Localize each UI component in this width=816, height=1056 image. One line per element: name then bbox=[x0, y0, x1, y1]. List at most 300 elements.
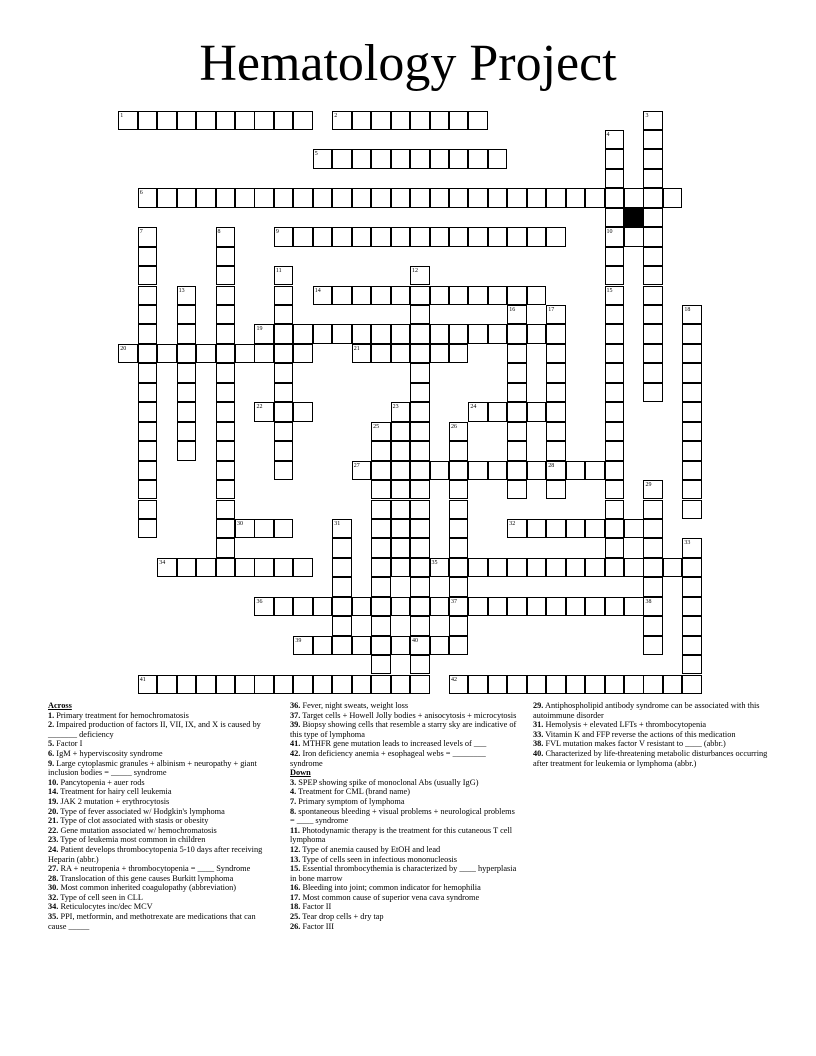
grid-cell[interactable] bbox=[371, 480, 391, 499]
grid-cell[interactable] bbox=[682, 675, 702, 694]
grid-cell[interactable] bbox=[118, 111, 138, 130]
grid-cell[interactable] bbox=[643, 675, 663, 694]
grid-cell[interactable] bbox=[643, 636, 663, 655]
grid-cell[interactable] bbox=[507, 227, 527, 246]
grid-cell[interactable] bbox=[643, 286, 663, 305]
grid-cell[interactable] bbox=[488, 558, 508, 577]
grid-cell[interactable] bbox=[643, 188, 663, 207]
grid-cell[interactable] bbox=[216, 363, 236, 382]
grid-cell[interactable] bbox=[391, 538, 411, 557]
grid-cell[interactable] bbox=[430, 324, 450, 343]
grid-cell[interactable] bbox=[449, 538, 469, 557]
grid-cell[interactable] bbox=[138, 422, 158, 441]
grid-cell[interactable] bbox=[527, 461, 547, 480]
grid-cell[interactable] bbox=[507, 324, 527, 343]
grid-cell[interactable] bbox=[196, 344, 216, 363]
grid-cell[interactable] bbox=[235, 111, 255, 130]
grid-cell[interactable] bbox=[138, 363, 158, 382]
grid-cell[interactable] bbox=[352, 286, 372, 305]
grid-cell[interactable] bbox=[293, 344, 313, 363]
grid-cell[interactable] bbox=[332, 111, 352, 130]
grid-cell[interactable] bbox=[410, 636, 430, 655]
grid-cell[interactable] bbox=[663, 188, 683, 207]
grid-cell[interactable] bbox=[157, 188, 177, 207]
grid-cell[interactable] bbox=[391, 500, 411, 519]
grid-cell[interactable] bbox=[410, 324, 430, 343]
grid-cell[interactable] bbox=[624, 227, 644, 246]
grid-cell[interactable] bbox=[449, 558, 469, 577]
grid-cell[interactable] bbox=[274, 675, 294, 694]
grid-cell[interactable] bbox=[605, 675, 625, 694]
grid-cell[interactable] bbox=[682, 461, 702, 480]
grid-cell[interactable] bbox=[605, 480, 625, 499]
grid-cell[interactable] bbox=[410, 344, 430, 363]
grid-cell[interactable] bbox=[507, 305, 527, 324]
grid-cell[interactable] bbox=[216, 227, 236, 246]
grid-cell[interactable] bbox=[332, 538, 352, 557]
grid-cell[interactable] bbox=[410, 655, 430, 674]
grid-cell[interactable] bbox=[332, 675, 352, 694]
grid-cell[interactable] bbox=[138, 188, 158, 207]
grid-cell[interactable] bbox=[410, 577, 430, 596]
grid-cell[interactable] bbox=[371, 149, 391, 168]
grid-cell[interactable] bbox=[643, 324, 663, 343]
grid-cell[interactable] bbox=[643, 558, 663, 577]
grid-cell[interactable] bbox=[274, 344, 294, 363]
grid-cell[interactable] bbox=[293, 324, 313, 343]
grid-cell[interactable] bbox=[410, 227, 430, 246]
grid-cell[interactable] bbox=[216, 441, 236, 460]
grid-cell[interactable] bbox=[605, 188, 625, 207]
grid-cell[interactable] bbox=[352, 149, 372, 168]
grid-cell[interactable] bbox=[235, 558, 255, 577]
grid-cell[interactable] bbox=[352, 597, 372, 616]
grid-cell[interactable] bbox=[430, 597, 450, 616]
grid-cell[interactable] bbox=[216, 461, 236, 480]
grid-cell[interactable] bbox=[177, 111, 197, 130]
grid-cell[interactable] bbox=[643, 577, 663, 596]
grid-cell[interactable] bbox=[293, 558, 313, 577]
grid-cell[interactable] bbox=[682, 324, 702, 343]
grid-cell[interactable] bbox=[274, 227, 294, 246]
grid-cell[interactable] bbox=[274, 441, 294, 460]
grid-cell[interactable] bbox=[216, 558, 236, 577]
grid-cell[interactable] bbox=[235, 675, 255, 694]
grid-cell[interactable] bbox=[332, 636, 352, 655]
grid-cell[interactable] bbox=[254, 188, 274, 207]
grid-cell[interactable] bbox=[177, 441, 197, 460]
grid-cell[interactable] bbox=[196, 675, 216, 694]
grid-cell[interactable] bbox=[254, 558, 274, 577]
grid-cell[interactable] bbox=[235, 188, 255, 207]
grid-cell[interactable] bbox=[293, 675, 313, 694]
grid-cell[interactable] bbox=[332, 597, 352, 616]
grid-cell[interactable] bbox=[468, 675, 488, 694]
grid-cell[interactable] bbox=[546, 675, 566, 694]
grid-cell[interactable] bbox=[507, 286, 527, 305]
grid-cell[interactable] bbox=[643, 616, 663, 635]
grid-cell[interactable] bbox=[546, 441, 566, 460]
grid-cell[interactable] bbox=[352, 636, 372, 655]
grid-cell[interactable] bbox=[605, 363, 625, 382]
grid-cell[interactable] bbox=[527, 286, 547, 305]
grid-cell[interactable] bbox=[332, 558, 352, 577]
grid-cell[interactable] bbox=[391, 558, 411, 577]
grid-cell[interactable] bbox=[546, 480, 566, 499]
grid-cell[interactable] bbox=[410, 441, 430, 460]
grid-cell[interactable] bbox=[293, 402, 313, 421]
grid-cell[interactable] bbox=[566, 675, 586, 694]
grid-cell[interactable] bbox=[488, 597, 508, 616]
grid-cell[interactable] bbox=[585, 188, 605, 207]
grid-cell[interactable] bbox=[391, 227, 411, 246]
grid-cell[interactable] bbox=[313, 597, 333, 616]
grid-cell[interactable] bbox=[585, 675, 605, 694]
grid-cell[interactable] bbox=[449, 324, 469, 343]
grid-cell[interactable] bbox=[157, 111, 177, 130]
grid-cell[interactable] bbox=[138, 500, 158, 519]
grid-cell[interactable] bbox=[468, 461, 488, 480]
grid-cell[interactable] bbox=[371, 655, 391, 674]
grid-cell[interactable] bbox=[605, 441, 625, 460]
grid-cell[interactable] bbox=[605, 266, 625, 285]
grid-cell[interactable] bbox=[643, 480, 663, 499]
grid-cell[interactable] bbox=[643, 597, 663, 616]
grid-cell[interactable] bbox=[527, 324, 547, 343]
grid-cell[interactable] bbox=[274, 286, 294, 305]
grid-cell[interactable] bbox=[605, 208, 625, 227]
grid-cell[interactable] bbox=[527, 227, 547, 246]
grid-cell[interactable] bbox=[682, 383, 702, 402]
grid-cell[interactable] bbox=[254, 324, 274, 343]
grid-cell[interactable] bbox=[527, 675, 547, 694]
grid-cell[interactable] bbox=[430, 344, 450, 363]
grid-cell[interactable] bbox=[449, 286, 469, 305]
grid-cell[interactable] bbox=[391, 402, 411, 421]
grid-cell[interactable] bbox=[507, 363, 527, 382]
grid-cell[interactable] bbox=[605, 305, 625, 324]
grid-cell[interactable] bbox=[643, 208, 663, 227]
grid-cell[interactable] bbox=[293, 227, 313, 246]
grid-cell[interactable] bbox=[177, 188, 197, 207]
grid-cell[interactable] bbox=[605, 461, 625, 480]
grid-cell[interactable] bbox=[605, 149, 625, 168]
grid-cell[interactable] bbox=[468, 402, 488, 421]
grid-cell[interactable] bbox=[371, 558, 391, 577]
grid-cell[interactable] bbox=[391, 111, 411, 130]
grid-cell[interactable] bbox=[410, 149, 430, 168]
grid-cell[interactable] bbox=[177, 558, 197, 577]
grid-cell[interactable] bbox=[274, 461, 294, 480]
grid-cell[interactable] bbox=[138, 383, 158, 402]
grid-cell[interactable] bbox=[605, 597, 625, 616]
grid-cell[interactable] bbox=[682, 480, 702, 499]
grid-cell[interactable] bbox=[274, 324, 294, 343]
grid-cell[interactable] bbox=[410, 461, 430, 480]
grid-cell[interactable] bbox=[391, 324, 411, 343]
grid-cell[interactable] bbox=[449, 461, 469, 480]
grid-cell[interactable] bbox=[371, 675, 391, 694]
grid-cell[interactable] bbox=[643, 149, 663, 168]
grid-cell[interactable] bbox=[605, 169, 625, 188]
grid-cell[interactable] bbox=[235, 344, 255, 363]
grid-cell[interactable] bbox=[313, 286, 333, 305]
grid-cell[interactable] bbox=[274, 111, 294, 130]
grid-cell[interactable] bbox=[624, 188, 644, 207]
grid-cell[interactable] bbox=[371, 227, 391, 246]
grid-cell[interactable] bbox=[507, 597, 527, 616]
grid-cell[interactable] bbox=[254, 111, 274, 130]
grid-cell[interactable] bbox=[118, 344, 138, 363]
grid-cell[interactable] bbox=[449, 636, 469, 655]
grid-cell[interactable] bbox=[643, 111, 663, 130]
grid-cell[interactable] bbox=[507, 383, 527, 402]
grid-cell[interactable] bbox=[507, 480, 527, 499]
grid-cell[interactable] bbox=[546, 597, 566, 616]
grid-cell[interactable] bbox=[430, 111, 450, 130]
grid-cell[interactable] bbox=[138, 675, 158, 694]
grid-cell[interactable] bbox=[313, 324, 333, 343]
grid-cell[interactable] bbox=[449, 111, 469, 130]
grid-cell[interactable] bbox=[605, 500, 625, 519]
grid-cell[interactable] bbox=[527, 558, 547, 577]
grid-cell[interactable] bbox=[682, 558, 702, 577]
grid-cell[interactable] bbox=[643, 169, 663, 188]
grid-cell[interactable] bbox=[371, 636, 391, 655]
grid-cell[interactable] bbox=[605, 227, 625, 246]
grid-cell[interactable] bbox=[605, 383, 625, 402]
grid-cell[interactable] bbox=[507, 519, 527, 538]
grid-cell[interactable] bbox=[605, 247, 625, 266]
grid-cell[interactable] bbox=[216, 402, 236, 421]
grid-cell[interactable] bbox=[488, 149, 508, 168]
grid-cell[interactable] bbox=[177, 324, 197, 343]
grid-cell[interactable] bbox=[332, 188, 352, 207]
grid-cell[interactable] bbox=[352, 111, 372, 130]
grid-cell[interactable] bbox=[216, 247, 236, 266]
grid-cell[interactable] bbox=[507, 558, 527, 577]
grid-cell[interactable] bbox=[371, 422, 391, 441]
grid-cell[interactable] bbox=[449, 577, 469, 596]
grid-cell[interactable] bbox=[585, 519, 605, 538]
grid-cell[interactable] bbox=[352, 324, 372, 343]
grid-cell[interactable] bbox=[254, 597, 274, 616]
grid-cell[interactable] bbox=[371, 461, 391, 480]
grid-cell[interactable] bbox=[527, 188, 547, 207]
grid-cell[interactable] bbox=[546, 402, 566, 421]
grid-cell[interactable] bbox=[138, 461, 158, 480]
grid-cell[interactable] bbox=[546, 324, 566, 343]
grid-cell[interactable] bbox=[468, 188, 488, 207]
grid-cell[interactable] bbox=[546, 558, 566, 577]
grid-cell[interactable] bbox=[196, 188, 216, 207]
grid-cell[interactable] bbox=[430, 286, 450, 305]
grid-cell[interactable] bbox=[430, 558, 450, 577]
grid-cell[interactable] bbox=[488, 675, 508, 694]
grid-cell[interactable] bbox=[391, 149, 411, 168]
grid-cell[interactable] bbox=[157, 675, 177, 694]
grid-cell[interactable] bbox=[585, 597, 605, 616]
grid-cell[interactable] bbox=[585, 558, 605, 577]
grid-cell[interactable] bbox=[624, 519, 644, 538]
grid-cell[interactable] bbox=[468, 227, 488, 246]
grid-cell[interactable] bbox=[410, 675, 430, 694]
grid-cell[interactable] bbox=[332, 324, 352, 343]
grid-cell[interactable] bbox=[177, 675, 197, 694]
grid-cell[interactable] bbox=[371, 500, 391, 519]
grid-cell[interactable] bbox=[566, 558, 586, 577]
grid-cell[interactable] bbox=[138, 247, 158, 266]
grid-cell[interactable] bbox=[605, 519, 625, 538]
grid-cell[interactable] bbox=[410, 558, 430, 577]
grid-cell[interactable] bbox=[507, 461, 527, 480]
grid-cell[interactable] bbox=[663, 675, 683, 694]
grid-cell[interactable] bbox=[274, 519, 294, 538]
grid-cell[interactable] bbox=[488, 324, 508, 343]
grid-cell[interactable] bbox=[274, 402, 294, 421]
grid-cell[interactable] bbox=[391, 519, 411, 538]
grid-cell[interactable] bbox=[138, 286, 158, 305]
grid-cell[interactable] bbox=[507, 344, 527, 363]
grid-cell[interactable] bbox=[254, 675, 274, 694]
grid-cell[interactable] bbox=[157, 558, 177, 577]
grid-cell[interactable] bbox=[313, 675, 333, 694]
grid-cell[interactable] bbox=[546, 363, 566, 382]
grid-cell[interactable] bbox=[138, 227, 158, 246]
grid-cell[interactable] bbox=[449, 188, 469, 207]
grid-cell[interactable] bbox=[196, 558, 216, 577]
grid-cell[interactable] bbox=[682, 441, 702, 460]
grid-cell[interactable] bbox=[468, 324, 488, 343]
grid-cell[interactable] bbox=[293, 111, 313, 130]
grid-cell[interactable] bbox=[449, 519, 469, 538]
grid-cell[interactable] bbox=[527, 597, 547, 616]
grid-cell[interactable] bbox=[177, 422, 197, 441]
grid-cell[interactable] bbox=[605, 344, 625, 363]
grid-cell[interactable] bbox=[682, 500, 702, 519]
grid-cell[interactable] bbox=[410, 188, 430, 207]
grid-cell[interactable] bbox=[254, 344, 274, 363]
grid-cell[interactable] bbox=[488, 402, 508, 421]
grid-cell[interactable] bbox=[138, 111, 158, 130]
grid-cell[interactable] bbox=[293, 188, 313, 207]
grid-cell[interactable] bbox=[352, 344, 372, 363]
grid-cell[interactable] bbox=[449, 500, 469, 519]
grid-cell[interactable] bbox=[449, 422, 469, 441]
grid-cell[interactable] bbox=[138, 519, 158, 538]
grid-cell[interactable] bbox=[546, 344, 566, 363]
grid-cell[interactable] bbox=[468, 558, 488, 577]
grid-cell[interactable] bbox=[216, 500, 236, 519]
grid-cell[interactable] bbox=[449, 149, 469, 168]
grid-cell[interactable] bbox=[332, 616, 352, 635]
grid-cell[interactable] bbox=[216, 344, 236, 363]
grid-cell[interactable] bbox=[371, 441, 391, 460]
grid-cell[interactable] bbox=[449, 616, 469, 635]
grid-cell[interactable] bbox=[488, 227, 508, 246]
grid-cell[interactable] bbox=[430, 461, 450, 480]
grid-cell[interactable] bbox=[682, 538, 702, 557]
grid-cell[interactable] bbox=[643, 305, 663, 324]
grid-cell[interactable] bbox=[546, 519, 566, 538]
grid-cell[interactable] bbox=[216, 675, 236, 694]
grid-cell[interactable] bbox=[410, 597, 430, 616]
grid-cell[interactable] bbox=[507, 422, 527, 441]
grid-cell[interactable] bbox=[449, 227, 469, 246]
grid-cell[interactable] bbox=[138, 305, 158, 324]
grid-cell[interactable] bbox=[546, 461, 566, 480]
grid-cell[interactable] bbox=[138, 324, 158, 343]
grid-cell[interactable] bbox=[605, 286, 625, 305]
grid-cell[interactable] bbox=[216, 111, 236, 130]
grid-cell[interactable] bbox=[410, 266, 430, 285]
grid-cell[interactable] bbox=[449, 480, 469, 499]
grid-cell[interactable] bbox=[274, 597, 294, 616]
grid-cell[interactable] bbox=[507, 188, 527, 207]
grid-cell[interactable] bbox=[624, 675, 644, 694]
grid-cell[interactable] bbox=[449, 441, 469, 460]
grid-cell[interactable] bbox=[371, 344, 391, 363]
grid-cell[interactable] bbox=[449, 344, 469, 363]
grid-cell[interactable] bbox=[527, 519, 547, 538]
grid-cell[interactable] bbox=[177, 402, 197, 421]
grid-cell[interactable] bbox=[274, 188, 294, 207]
grid-cell[interactable] bbox=[313, 188, 333, 207]
grid-cell[interactable] bbox=[391, 286, 411, 305]
grid-cell[interactable] bbox=[293, 597, 313, 616]
grid-cell[interactable] bbox=[430, 636, 450, 655]
grid-cell[interactable] bbox=[391, 480, 411, 499]
grid-cell[interactable] bbox=[507, 675, 527, 694]
grid-cell[interactable] bbox=[449, 597, 469, 616]
grid-cell[interactable] bbox=[177, 363, 197, 382]
grid-cell[interactable] bbox=[566, 597, 586, 616]
grid-cell[interactable] bbox=[371, 188, 391, 207]
grid-cell[interactable] bbox=[274, 558, 294, 577]
grid-cell[interactable] bbox=[216, 188, 236, 207]
grid-cell[interactable] bbox=[177, 286, 197, 305]
grid-cell[interactable] bbox=[274, 305, 294, 324]
grid-cell[interactable] bbox=[643, 344, 663, 363]
grid-cell[interactable] bbox=[157, 344, 177, 363]
grid-cell[interactable] bbox=[682, 577, 702, 596]
grid-cell[interactable] bbox=[682, 636, 702, 655]
grid-cell[interactable] bbox=[352, 675, 372, 694]
grid-cell[interactable] bbox=[605, 324, 625, 343]
grid-cell[interactable] bbox=[546, 305, 566, 324]
grid-cell[interactable] bbox=[371, 519, 391, 538]
grid-cell[interactable] bbox=[430, 149, 450, 168]
grid-cell[interactable] bbox=[371, 616, 391, 635]
grid-cell[interactable] bbox=[332, 519, 352, 538]
grid-cell[interactable] bbox=[138, 480, 158, 499]
grid-cell[interactable] bbox=[605, 558, 625, 577]
grid-cell[interactable] bbox=[546, 188, 566, 207]
grid-cell[interactable] bbox=[624, 597, 644, 616]
grid-cell[interactable] bbox=[371, 111, 391, 130]
grid-cell[interactable] bbox=[566, 188, 586, 207]
grid-cell[interactable] bbox=[391, 636, 411, 655]
grid-cell[interactable] bbox=[546, 383, 566, 402]
grid-cell[interactable] bbox=[643, 538, 663, 557]
grid-cell[interactable] bbox=[391, 441, 411, 460]
grid-cell[interactable] bbox=[682, 363, 702, 382]
grid-cell[interactable] bbox=[313, 149, 333, 168]
grid-cell[interactable] bbox=[566, 461, 586, 480]
grid-cell[interactable] bbox=[371, 538, 391, 557]
grid-cell[interactable] bbox=[507, 441, 527, 460]
grid-cell[interactable] bbox=[643, 383, 663, 402]
